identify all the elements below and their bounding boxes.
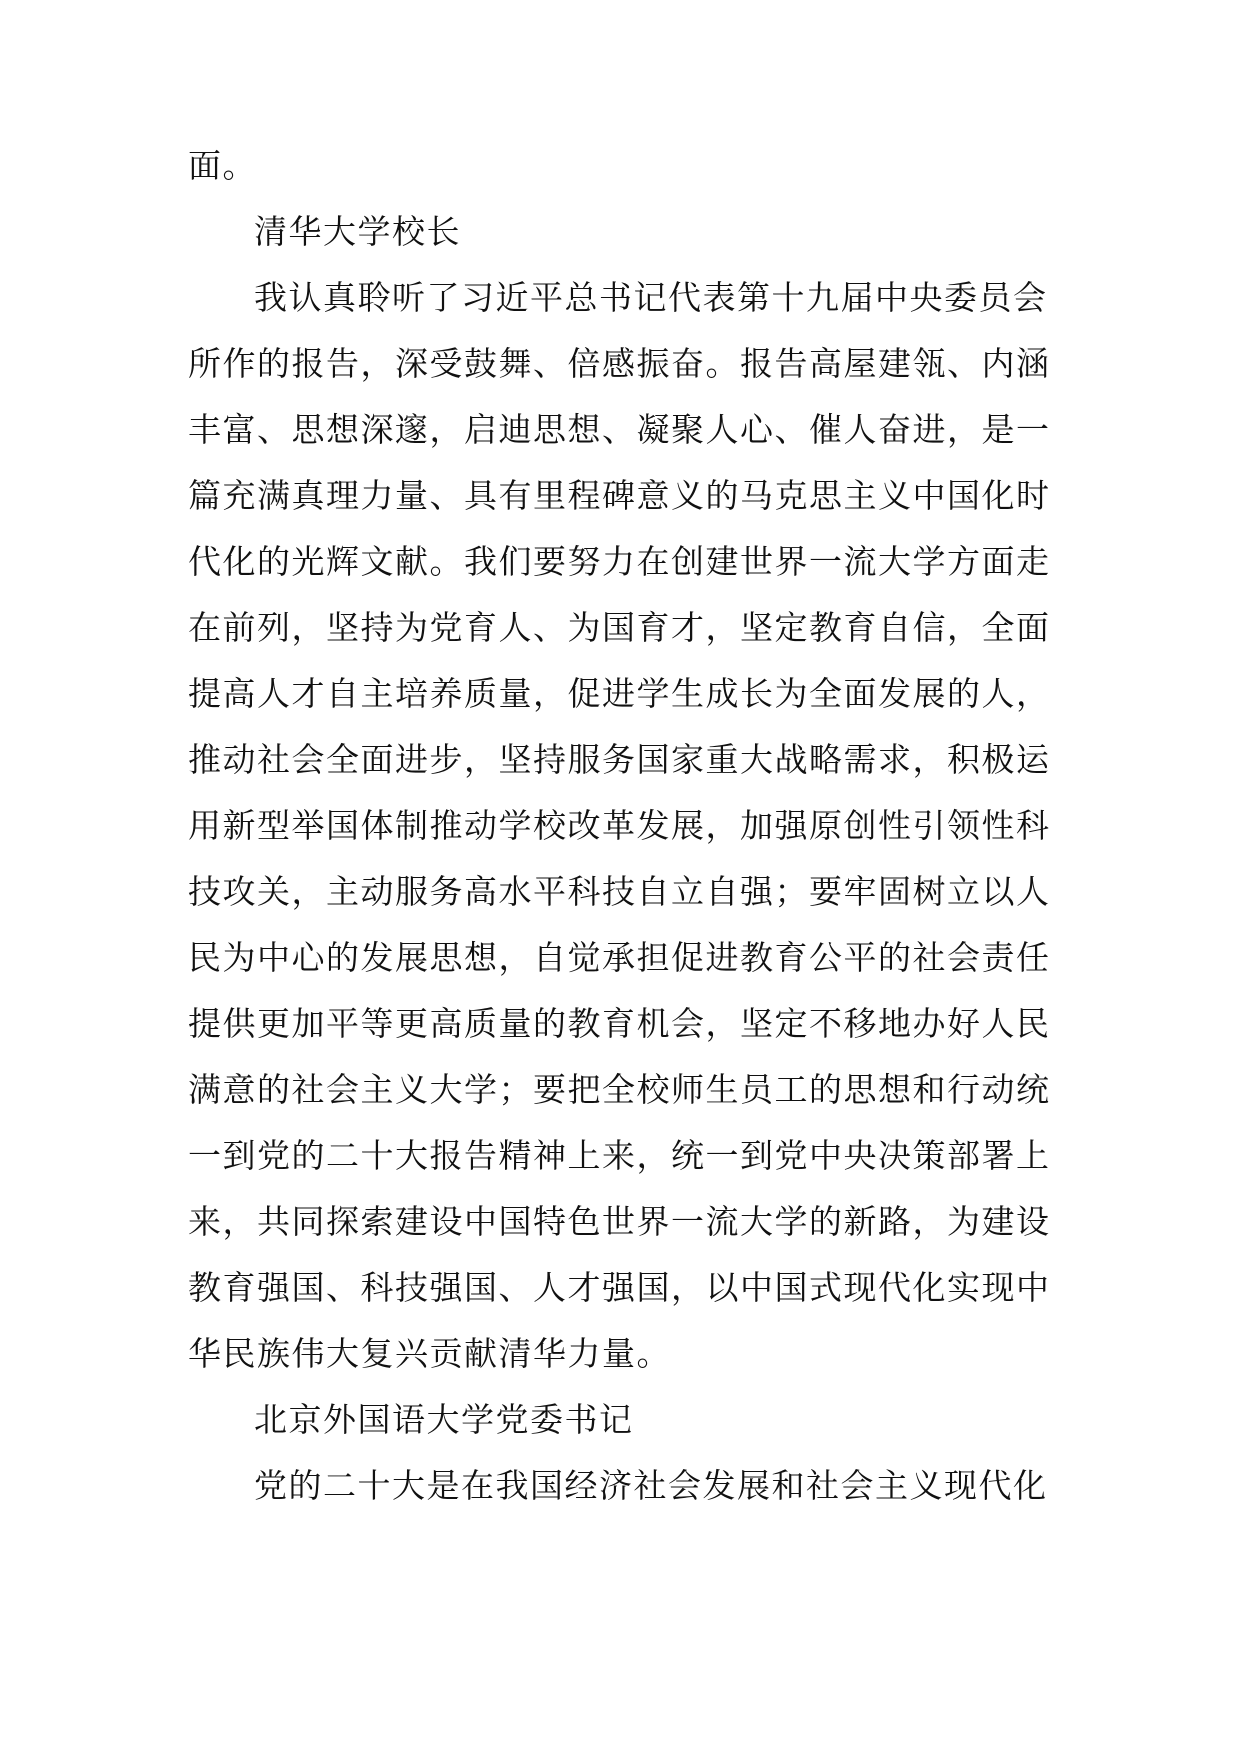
text-line: 丰富、思想深邃，启迪思想、凝聚人心、催人奋进，是一: [188, 410, 1051, 449]
section-heading-bfsu-party-secretary: 北京外国语大学党委书记: [254, 1400, 634, 1439]
text-line: 党的二十大是在我国经济社会发展和社会主义现代化: [254, 1466, 1048, 1505]
text-line: 在前列，坚持为党育人、为国育才，坚定教育自信，全面: [188, 608, 1051, 647]
section-heading-tsinghua-president: 清华大学校长: [254, 212, 461, 251]
text-line: 技攻关，主动服务高水平科技自立自强；要牢固树立以人: [188, 872, 1051, 911]
text-line: 推动社会全面进步，坚持服务国家重大战略需求，积极运: [188, 740, 1051, 779]
text-line: 用新型举国体制推动学校改革发展，加强原创性引领性科: [188, 806, 1051, 845]
text-line: 篇充满真理力量、具有里程碑意义的马克思主义中国化时: [188, 476, 1051, 515]
document-body: [188, 133, 1058, 1519]
text-line: 来，共同探索建设中国特色世界一流大学的新路，为建设: [188, 1202, 1051, 1241]
text-line: 提高人才自主培养质量，促进学生成长为全面发展的人，: [188, 674, 1051, 713]
text-line: 代化的光辉文献。我们要努力在创建世界一流大学方面走: [188, 542, 1051, 581]
text-line: 教育强国、科技强国、人才强国，以中国式现代化实现中: [188, 1268, 1051, 1307]
text-line: 民为中心的发展思想，自觉承担促进教育公平的社会责任: [188, 938, 1051, 977]
text-line: 面。: [188, 146, 257, 185]
text-line: 所作的报告，深受鼓舞、倍感振奋。报告高屋建瓴、内涵: [188, 344, 1051, 383]
text-line: 一到党的二十大报告精神上来，统一到党中央决策部署上: [188, 1136, 1051, 1175]
text-line: 提供更加平等更高质量的教育机会，坚定不移地办好人民: [188, 1004, 1051, 1043]
text-line: 满意的社会主义大学；要把全校师生员工的思想和行动统: [188, 1070, 1051, 1109]
text-line: 华民族伟大复兴贡献清华力量。: [188, 1334, 671, 1373]
text-line: 我认真聆听了习近平总书记代表第十九届中央委员会: [254, 278, 1048, 317]
